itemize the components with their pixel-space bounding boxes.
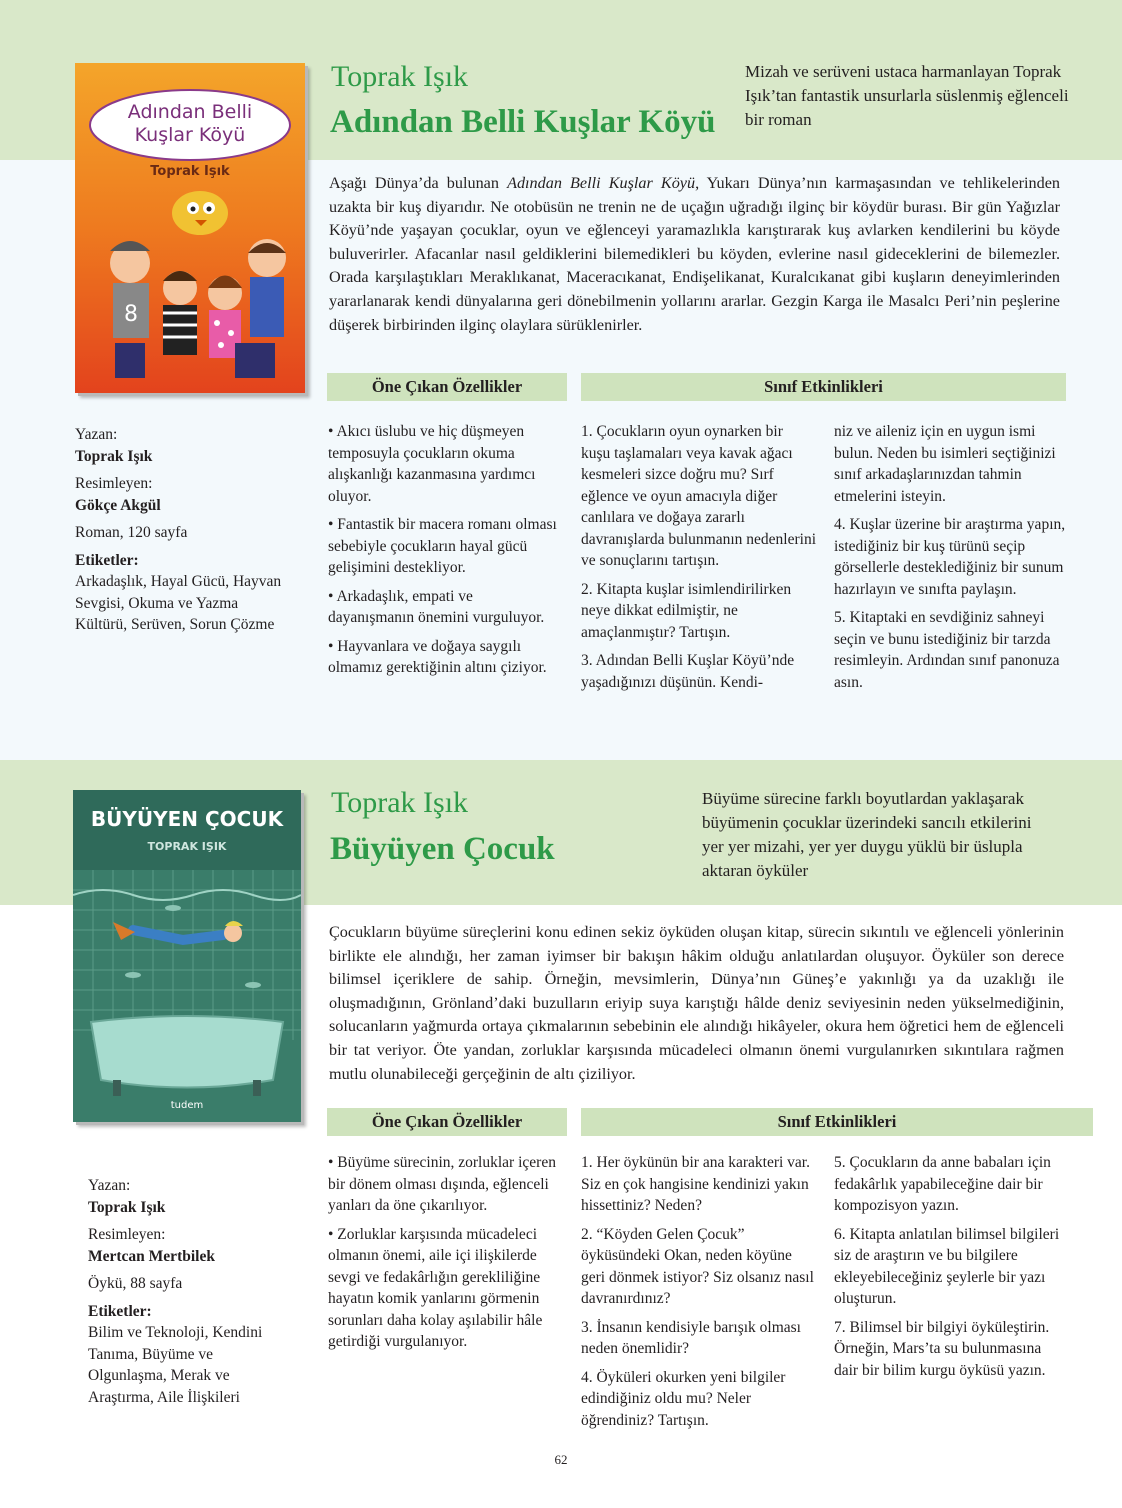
book1-activity: 4. Kuşlar üzerine bir araştırma yapın, istediğiniz bir kuş türünü seçip görsellerle desteklediğiniz bir sunum hazırlayın ve sınıfta paylaşın. xyxy=(834,516,1066,598)
book1-blurb: Mizah ve serüveni ustaca harmanlayan Toprak Işık’tan fantastik unsurlarla süslenmiş eğlenceli bir roman xyxy=(745,62,1069,129)
book2-features xyxy=(328,1152,558,1360)
book2-summary: Çocukların büyüme süreçlerini konu edinen sekiz öyküden oluşan kitap, sürecin sıkıntılı ve eğlenceli yönlerinin birlikte ele alındığı, her zaman iyimser bir bakışın hâkim olduğu anlatılardan oluşuyor. Öyküler son derece bilimsel içeriklere de sahip. Örneğin, mevsimlerin, Dünya’nın Güneş’e yakınlığı ya da uzaklığı ile oluşmadığının, Grönland’daki buzulların eriyip suya karıştığı hâlde deniz seviyesinin neden yükselmediğinin, solucanların yağmurda ortaya çıkmalarının sebebinin ele alındığı hikâyeler, okura hem öğretici hem de eğlenceli bir tat veriyor. Öte yandan, zorluklar karşısında mücadeleci olmanın önemi vurgulanırken sıkıntılara rağmen mutlu olunabileceği gerçeğinin de altı çiziliyor. xyxy=(329,923,1064,1083)
book2-activity: 2. “Köyden Gelen Çocuk” öyküsündeki Okan, neden köyüne geri dönmek istiyor? Siz olsanız nasıl davranırdınız? xyxy=(581,1225,814,1307)
book1-activities-header: Sınıf Etkinlikleri xyxy=(581,373,1066,401)
cover1-title-line1: Adından Belli xyxy=(127,101,253,123)
book1-writer-label: Yazan: xyxy=(75,426,118,443)
book2-activity: 5. Çocukların da anne babaları için fedakârlık yapabileceğine dair bir kompozisyon yazın. xyxy=(834,1154,1051,1214)
book1-features-header: Öne Çıkan Özellikler xyxy=(327,373,567,401)
book1-activity: 5. Kitaptaki en sevdiğiniz sahneyi seçin ve bunu istediğiniz bir tarzda resimleyin. Ardından sınıf panonuza asın. xyxy=(834,609,1060,691)
book1-meta xyxy=(75,424,290,636)
book1-feature: • Hayvanlara ve doğaya saygılı olmamız gerektiğinin altını çiziyor. xyxy=(328,637,547,676)
book2-illustrator: Mertcan Mertbilek xyxy=(88,1247,215,1265)
book1-illustrator-label: Resimleyen: xyxy=(75,475,153,492)
book2-activities-header: Sınıf Etkinlikleri xyxy=(581,1108,1093,1136)
book2-tags-label: Etiketler: xyxy=(88,1302,152,1320)
book2-activity: 6. Kitapta anlatılan bilimsel bilgileri siz de araştırın ve bu bilgilere ekleyebileceğiniz şeylerle bir yazı oluşturun. xyxy=(834,1225,1060,1307)
book1-writer: Toprak Işık xyxy=(75,447,153,465)
book2-author: Toprak Işık xyxy=(331,786,469,819)
book2-cover-illustration xyxy=(73,790,301,1122)
book1-feature: • Arkadaşlık, empati ve dayanışmanın önemini vurguluyor. xyxy=(328,587,545,626)
book1-format: Roman, 120 sayfa xyxy=(75,524,188,541)
page-number: 62 xyxy=(554,1452,568,1467)
book1-activity: 2. Kitapta kuşlar isimlendirilirken neye dikkat edilmiştir, ne amaçlanmıştır? Tartışın. xyxy=(581,580,792,641)
book2-activities-col2 xyxy=(834,1152,1066,1388)
book1-activity: 3. Adından Belli Kuşlar Köyü’nde yaşadığınızı düşünün. Kendi- xyxy=(581,652,795,691)
svg-text:8: 8 xyxy=(124,302,138,327)
cover2-publisher: tudem xyxy=(170,1100,204,1111)
book2-illustrator-label: Resimleyen: xyxy=(88,1226,166,1243)
book2-meta xyxy=(88,1175,293,1408)
cover1-author: Toprak Işık xyxy=(150,164,230,179)
book1-feature: • Akıcı üslubu ve hiç düşmeyen temposuyla çocukların okuma alışkanlığı kazanmasına yardımcı oluyor. xyxy=(328,423,536,505)
book2-activities-col1 xyxy=(581,1152,816,1438)
book1-summary-post: , Yukarı Dünya’nın karmaşasından ve tehlikelerinden uzakta bir kuş diyarıdır. Ne otobüsün ne trenin ne de uçağın uğradığı ilginç bir köydür burası. Bir gün Yağızlar Köyü’nde yaşayan çocuklar, oyun ve eğlenceyi yaramazlıkla karıştırarak kuş avlarken kendilerini bu köyde buluverirler. Afacanlar nasıl geldiklerini bilemedikleri bu köyden, evlerine nasıl gideceklerini de bilemezler. Orada karşılaştıkları Meraklıkanat, Maceracıkanat, Endişelikanat, Kuralcıkanat gibi kuşların deneyimlerinden yararlanarak kendi dünyalarına geri dönebilmenin yollarını ararlar. Gezgin Karga ile Masalcı Peri’nin peşlerine düşerek birbirinden ilginç olaylara sürüklenirler. xyxy=(329,174,1061,334)
cover1-title-line2: Kuşlar Köyü xyxy=(134,124,246,146)
book1-author: Toprak Işık xyxy=(331,60,469,93)
book2-feature: • Zorluklar karşısında mücadeleci olmanın önemi, aile içi ilişkilerde sevgi ve fedakârlığın gerekliliğine hayatın komik yanlarını görmenin sorunları daha kolay aşılabilir hâle getirdiği vurgulanıyor. xyxy=(328,1225,543,1350)
book2-blurb: Büyüme sürecine farklı boyutlardan yaklaşarak büyümenin çocuklar üzerindeki sancılı etkilerini yer yer mizahi, yer yer duygu yüklü bir üslupla aktaran öyküler xyxy=(702,789,1032,880)
cover2-author: TOPRAK IŞIK xyxy=(147,840,227,853)
book1-feature: • Fantastik bir macera romanı olması sebebiyle çocukların hayal gücü gelişimini destekliyor. xyxy=(328,516,557,576)
book2-activity: 4. Öyküleri okurken yeni bilgiler edindiğiniz oldu mu? Neler öğrendiniz? Tartışın. xyxy=(581,1368,786,1429)
book1-activity: niz ve aileniz için en uygun ismi bulun. Neden bu isimleri seçtiğinizi sınıf arkadaşlarınızdan tahmin etmelerini isteyin. xyxy=(834,423,1056,505)
book1-summary-pre: Aşağı Dünya’da bulunan xyxy=(329,174,508,192)
book1-title: Adından Belli Kuşlar Köyü xyxy=(330,104,716,140)
book2-activity: 1. Her öykünün bir ana karakteri var. Siz en çok hangisine kendinizi yakın hissettiniz? Neden? xyxy=(581,1154,810,1214)
book2-tags: Bilim ve Teknoloji, Kendini Tanıma, Büyüme ve Olgunlaşma, Merak ve Araştırma, Aile İlişkileri xyxy=(88,1324,263,1406)
book1-activity: 1. Çocukların oyun oynarken bir kuşu taşlamaları veya kavak ağacı kesmeleri sizce doğru mu? Sırf eğlence ve oyun amacıyla diğer canlılara ve doğaya zararlı davranışlarda bulunmanın nedenlerini ve sonuçlarını tartışın. xyxy=(581,423,817,569)
book2-features-header: Öne Çıkan Özellikler xyxy=(327,1108,567,1136)
book1-cover-illustration xyxy=(75,63,305,393)
book1-activities-col2 xyxy=(834,421,1066,700)
book1-illustrator: Gökçe Akgül xyxy=(75,496,161,514)
book1-activities-col1 xyxy=(581,421,816,700)
book1-features xyxy=(328,421,558,686)
book1-tags-label: Etiketler: xyxy=(75,551,139,569)
book2-format: Öykü, 88 sayfa xyxy=(88,1275,183,1292)
book2-writer: Toprak Işık xyxy=(88,1198,166,1216)
book2-writer-label: Yazan: xyxy=(88,1177,131,1194)
book2-activity: 7. Bilimsel bir bilgiyi öyküleştirin. Örneğin, Mars’ta su bulunmasına dair bir bilim kurgu öyküsü yazın. xyxy=(834,1318,1050,1379)
book1-tags: Arkadaşlık, Hayal Gücü, Hayvan Sevgisi, Okuma ve Yazma Kültürü, Serüven, Sorun Çözme xyxy=(75,573,282,633)
book2-activity: 3. İnsanın kendisiyle barışık olması neden önemlidir? xyxy=(581,1318,801,1357)
book2-feature: • Büyüme sürecinin, zorluklar içeren bir dönem olması dışında, eğlenceli yanları da öne çıkarılıyor. xyxy=(328,1154,556,1214)
book1-summary xyxy=(329,172,1060,337)
book1-cover xyxy=(75,63,305,393)
cover2-title: BÜYÜYEN ÇOCUK xyxy=(90,807,284,831)
book2-title: Büyüyen Çocuk xyxy=(330,831,555,867)
book2-cover xyxy=(73,790,301,1122)
book1-summary-italic: Adından Belli Kuşlar Köyü xyxy=(507,174,696,192)
